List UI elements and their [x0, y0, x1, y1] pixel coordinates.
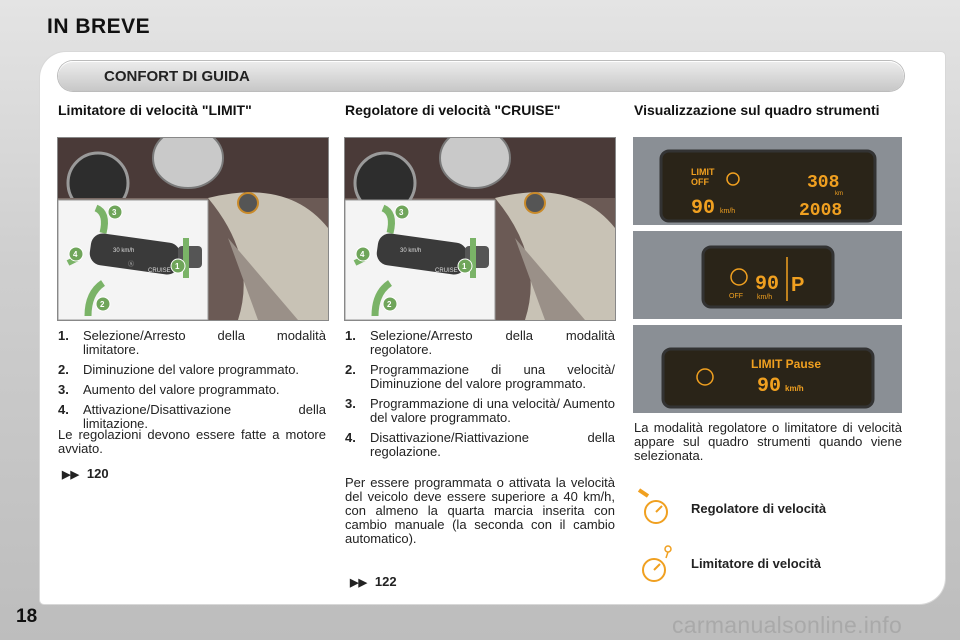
stalk-illustration [345, 138, 615, 320]
cruise-stalk-photo [344, 137, 616, 321]
speed-limiter-icon [636, 544, 672, 584]
limiter-page-ref[interactable]: ▶▶ 120 [62, 466, 109, 481]
display-speed: 90 [757, 375, 782, 398]
dashboard-display-2 [633, 231, 902, 319]
legend-label-regulator: Regolatore di velocità [691, 501, 827, 516]
dashboard-display-1 [633, 137, 902, 225]
limiter-steps [58, 329, 326, 437]
dashboard-display-3 [633, 325, 902, 413]
list-item: 1. Selezione/Arresto della modalità limitatore. [58, 328, 326, 357]
cruise-page-ref[interactable]: ▶▶ 122 [350, 574, 397, 589]
svg-text:Ⓢ: Ⓢ [128, 262, 135, 268]
svg-text:1: 1 [462, 262, 467, 271]
display-note: La modalità regolatore o limitatore di velocità appare sul quadro strumenti quando viene selezionata. [634, 420, 902, 463]
legend-label-limiter: Limitatore di velocità [691, 556, 822, 571]
display-trip: 308 [807, 173, 840, 193]
display-speed: 90 [691, 197, 716, 220]
section-title: CONFORT DI GUIDA [104, 68, 250, 85]
stalk-illustration [58, 138, 328, 320]
svg-text:km/h: km/h [720, 208, 736, 215]
display-gear: P [791, 274, 805, 296]
svg-text:2: 2 [387, 300, 392, 309]
display-title: Visualizzazione sul quadro strumenti [634, 102, 880, 118]
display-off-text: OFF [691, 177, 709, 187]
list-item: 2. Diminuzione del valore programmato. [58, 362, 300, 377]
svg-text:2: 2 [100, 300, 105, 309]
limiter-stalk-photo [57, 137, 329, 321]
svg-text:4: 4 [360, 250, 365, 259]
list-item: 3. Aumento del valore programmato. [58, 382, 280, 397]
limiter-note: Le regolazioni devono essere fatte a motore avviato. [58, 427, 326, 456]
svg-text:3: 3 [112, 208, 117, 217]
svg-text:km: km [835, 191, 843, 197]
list-item: 3. Programmazione di una velocità/ Aumento del valore programmato. [345, 396, 615, 425]
list-item: 2. Programmazione di una velocità/ Diminuzione del valore programmato. [345, 362, 615, 391]
display-status: LIMIT Pause [751, 357, 822, 371]
display-speed: 90 [755, 273, 780, 296]
svg-text:30 km/h: 30 km/h [113, 248, 135, 254]
page-ref-icon: ▶▶ [350, 577, 367, 589]
page-ref-icon: ▶▶ [62, 469, 79, 481]
list-item: 4. Attivazione/Disattivazione della limitazione. [58, 402, 326, 431]
display-limit-text: LIMIT [691, 167, 715, 177]
page-number: 18 [16, 606, 38, 627]
cruise-title: Regolatore di velocità "CRUISE" [345, 102, 561, 118]
svg-text:3: 3 [399, 208, 404, 217]
cruise-steps [345, 329, 615, 465]
svg-text:km/h: km/h [785, 384, 804, 393]
svg-text:OFF: OFF [729, 293, 743, 300]
list-item: 4. Disattivazione/Riattivazione della regolazione. [345, 430, 615, 459]
speed-regulator-icon [636, 486, 672, 526]
display-odometer: 2008 [799, 201, 843, 221]
svg-text:km/h: km/h [757, 294, 773, 301]
svg-text:30 km/h: 30 km/h [400, 248, 422, 254]
svg-text:CRUISE: CRUISE [435, 268, 458, 274]
svg-text:1: 1 [175, 262, 180, 271]
svg-text:CRUISE: CRUISE [148, 268, 171, 274]
watermark: carmanualsonline.info [672, 612, 903, 638]
svg-text:4: 4 [73, 250, 78, 259]
page-title: IN BREVE [47, 15, 151, 38]
limiter-title: Limitatore di velocità "LIMIT" [58, 102, 252, 118]
list-item: 1. Selezione/Arresto della modalità regolatore. [345, 328, 615, 357]
cruise-note: Per essere programmata o attivata la velocità del veicolo deve essere superiore a 40 km/h, con almeno la quarta marcia inserita con cambio manuale (la seconda con il cambio automatico). [345, 475, 615, 546]
section-banner [58, 61, 904, 91]
